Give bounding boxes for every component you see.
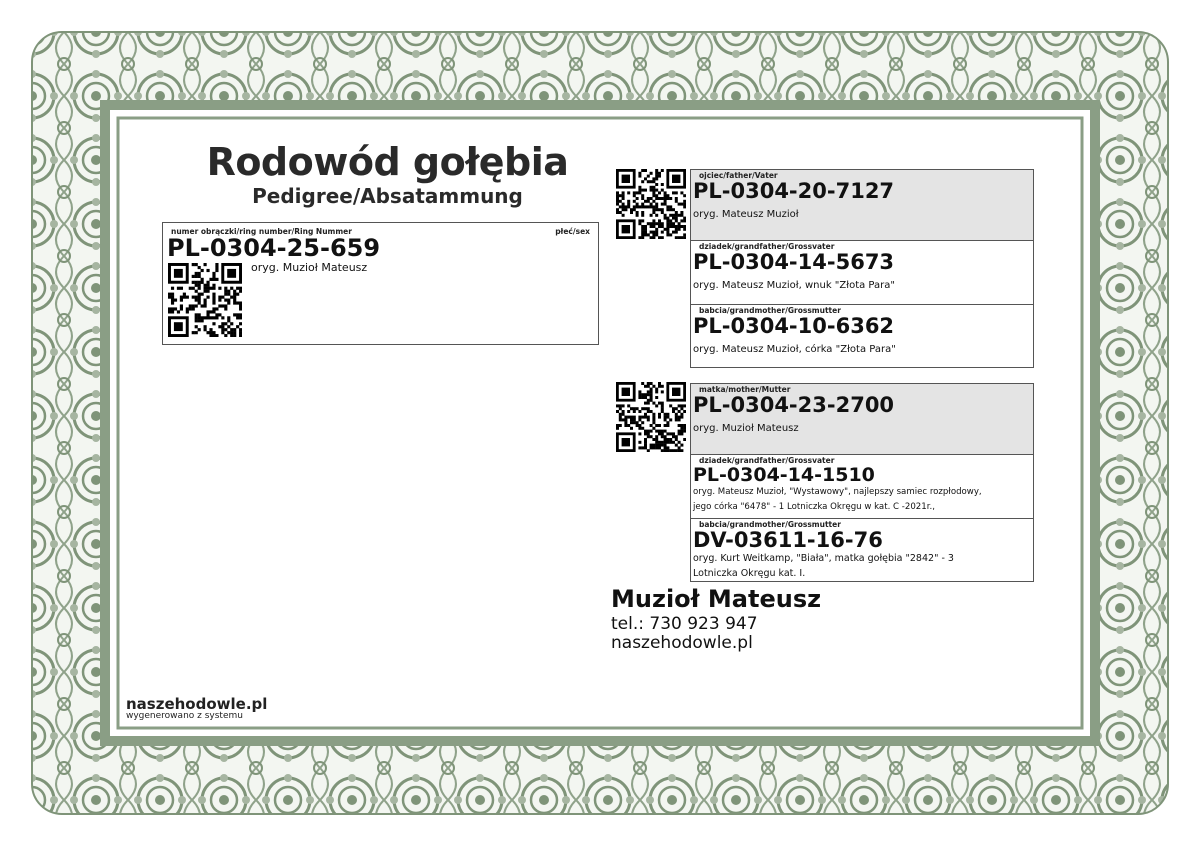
footer-generated-note: wygenerowano z systemu <box>126 711 243 721</box>
bird-ring-box <box>162 222 599 345</box>
mother-grandmother-ring-number: DV-03611-16-76 <box>693 528 883 552</box>
mother-grandmother-note-line1: oryg. Kurt Weitkamp, "Biała", matka gołębia "2842" - 3 <box>693 553 954 564</box>
mother-ring-number: PL-0304-23-2700 <box>693 393 895 417</box>
bird-ring-number: PL-0304-25-659 <box>167 234 381 262</box>
page-subtitle: Pedigree/Absatammung <box>252 184 523 208</box>
mother-grandfather-ring-number: PL-0304-14-1510 <box>693 464 875 486</box>
mother-grandmother-label: babcia/grandmother/Grossmutter <box>699 520 841 529</box>
footer-brand: naszehodowle.pl <box>126 695 268 713</box>
owner-phone: tel.: 730 923 947 <box>611 614 758 634</box>
father-note: oryg. Mateusz Muzioł <box>693 209 799 220</box>
father-grandmother-label: babcia/grandmother/Grossmutter <box>699 306 841 315</box>
mother-qr-code-icon <box>616 382 686 452</box>
page-title: Rodowód gołębia <box>206 140 569 184</box>
father-grandmother-note: oryg. Mateusz Muzioł, córka "Złota Para" <box>693 344 896 355</box>
mother-grandfather-box <box>690 454 1034 519</box>
father-label: ojciec/father/Vater <box>699 171 778 180</box>
ring-number-label: numer obrączki/ring number/Ring Nummer <box>171 227 352 236</box>
mother-grandfather-note-line1: oryg. Mateusz Muzioł, "Wystawowy", najlepszy samiec rozpłodowy, <box>693 487 982 497</box>
father-qr-code-icon <box>616 169 686 239</box>
mother-grandmother-box <box>690 518 1034 582</box>
sex-label: płeć/sex <box>555 227 590 236</box>
father-grandmother-box <box>690 304 1034 368</box>
owner-name: Muzioł Mateusz <box>611 585 822 613</box>
owner-website: naszehodowle.pl <box>611 633 753 653</box>
father-grandfather-box <box>690 240 1034 305</box>
father-box <box>690 169 1034 241</box>
mother-note: oryg. Muzioł Mateusz <box>693 423 799 434</box>
mother-label: matka/mother/Mutter <box>699 385 791 394</box>
mother-box <box>690 383 1034 455</box>
father-grandfather-ring-number: PL-0304-14-5673 <box>693 250 895 274</box>
father-ring-number: PL-0304-20-7127 <box>693 179 895 203</box>
father-grandfather-note: oryg. Mateusz Muzioł, wnuk "Złota Para" <box>693 280 895 291</box>
bird-origin-note: oryg. Muzioł Mateusz <box>251 261 368 274</box>
father-grandmother-ring-number: PL-0304-10-6362 <box>693 314 895 338</box>
father-grandfather-label: dziadek/grandfather/Grossvater <box>699 242 835 251</box>
mother-grandfather-label: dziadek/grandfather/Grossvater <box>699 456 835 465</box>
mother-grandmother-note-line2: Lotniczka Okręgu kat. I. <box>693 568 806 579</box>
mother-grandfather-note-line2: jego córka "6478" - 1 Lotniczka Okręgu w kat. C -2021r., <box>693 502 935 512</box>
bird-qr-code-icon <box>168 263 242 337</box>
